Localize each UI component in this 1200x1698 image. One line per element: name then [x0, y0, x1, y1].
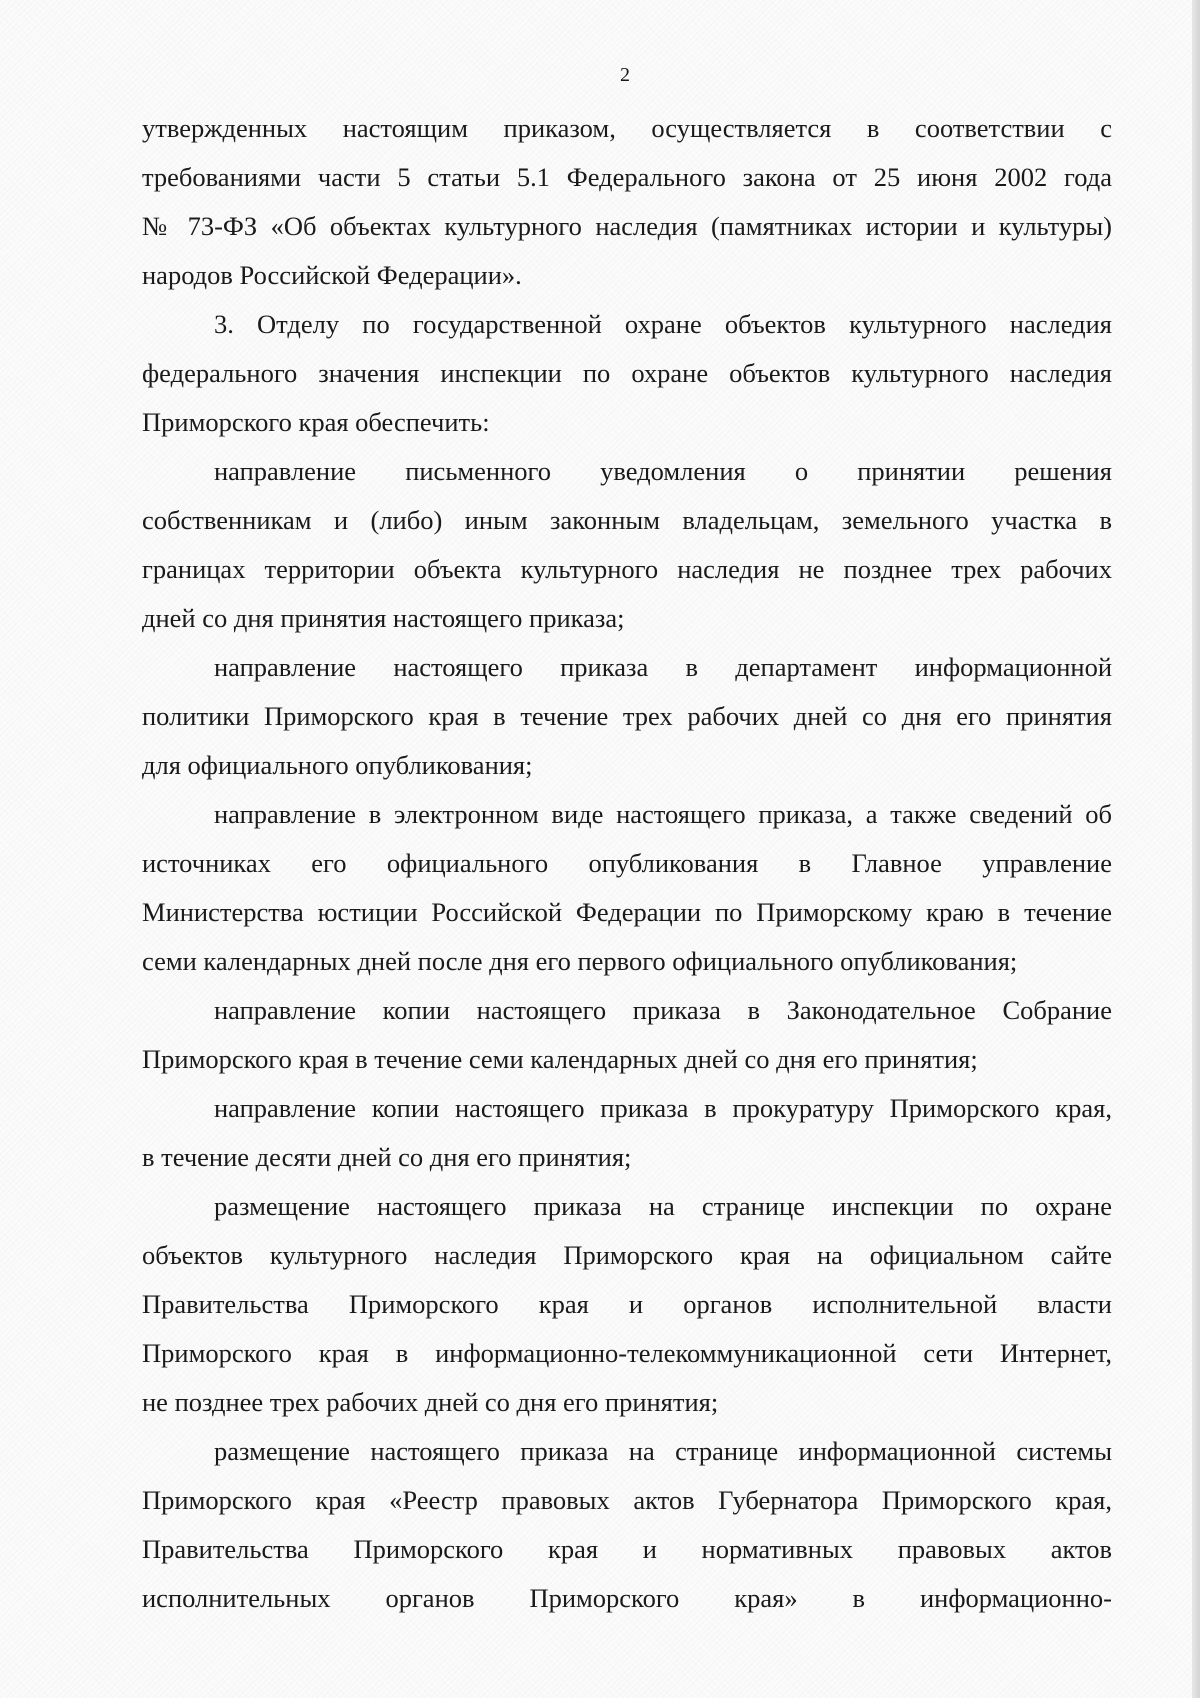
text-line: 3. Отделу по государственной охране объектов культурного наследия — [214, 309, 1112, 339]
text-line: Министерства юстиции Российской Федерации по Приморскому краю в течение — [142, 897, 1112, 927]
text-line: Приморского края обеспечить: — [142, 407, 490, 437]
text-line: утвержденных настоящим приказом, осуществляется в соответствии с — [142, 113, 1112, 143]
document-body — [142, 104, 1112, 1623]
text-line: Приморского края в информационно-телекоммуникационной сети Интернет, — [142, 1338, 1112, 1368]
page-number: 2 — [620, 64, 630, 86]
text-line: не позднее трех рабочих дней со дня его принятия; — [142, 1387, 719, 1417]
text-line: федерального значения инспекции по охране объектов культурного наследия — [142, 358, 1112, 388]
text-line: размещение настоящего приказа на странице информационной системы — [214, 1436, 1112, 1466]
text-line: № 73-ФЗ «Об объектах культурного наследия (памятниках истории и культуры) — [142, 211, 1112, 241]
text-line: Приморского края «Реестр правовых актов Губернатора Приморского края, — [142, 1485, 1112, 1515]
text-line: направление копии настоящего приказа в Законодательное Собрание — [214, 995, 1112, 1025]
text-line: в течение десяти дней со дня его принятия; — [142, 1142, 632, 1172]
text-line: исполнительных органов Приморского края» в информационно- — [142, 1583, 1112, 1613]
text-line: размещение настоящего приказа на странице инспекции по охране — [214, 1191, 1112, 1221]
text-line: направление копии настоящего приказа в прокуратуру Приморского края, — [214, 1093, 1112, 1123]
text-line: направление письменного уведомления о принятии решения — [214, 456, 1112, 486]
text-line: дней со дня принятия настоящего приказа; — [142, 603, 625, 633]
text-line: политики Приморского края в течение трех рабочих дней со дня его принятия — [142, 701, 1112, 731]
text-line: объектов культурного наследия Приморского края на официальном сайте — [142, 1240, 1112, 1270]
text-line: направление настоящего приказа в департамент информационной — [214, 652, 1112, 682]
text-line: семи календарных дней после дня его первого официального опубликования; — [142, 946, 1018, 976]
scan-edge-shadow — [1192, 0, 1200, 1698]
text-line: собственникам и (либо) иным законным владельцам, земельного участка в — [142, 505, 1112, 535]
text-line: требованиями части 5 статьи 5.1 Федерального закона от 25 июня 2002 года — [142, 162, 1112, 192]
text-line: источниках его официального опубликования в Главное управление — [142, 848, 1112, 878]
text-line: Правительства Приморского края и нормативных правовых актов — [142, 1534, 1112, 1564]
text-line: для официального опубликования; — [142, 750, 533, 780]
text-line: направление в электронном виде настоящего приказа, а также сведений об — [214, 799, 1112, 829]
text-line: Правительства Приморского края и органов исполнительной власти — [142, 1289, 1112, 1319]
text-line: народов Российской Федерации». — [142, 260, 522, 290]
text-line: Приморского края в течение семи календарных дней со дня его принятия; — [142, 1044, 978, 1074]
text-line: границах территории объекта культурного наследия не позднее трех рабочих — [142, 554, 1112, 584]
